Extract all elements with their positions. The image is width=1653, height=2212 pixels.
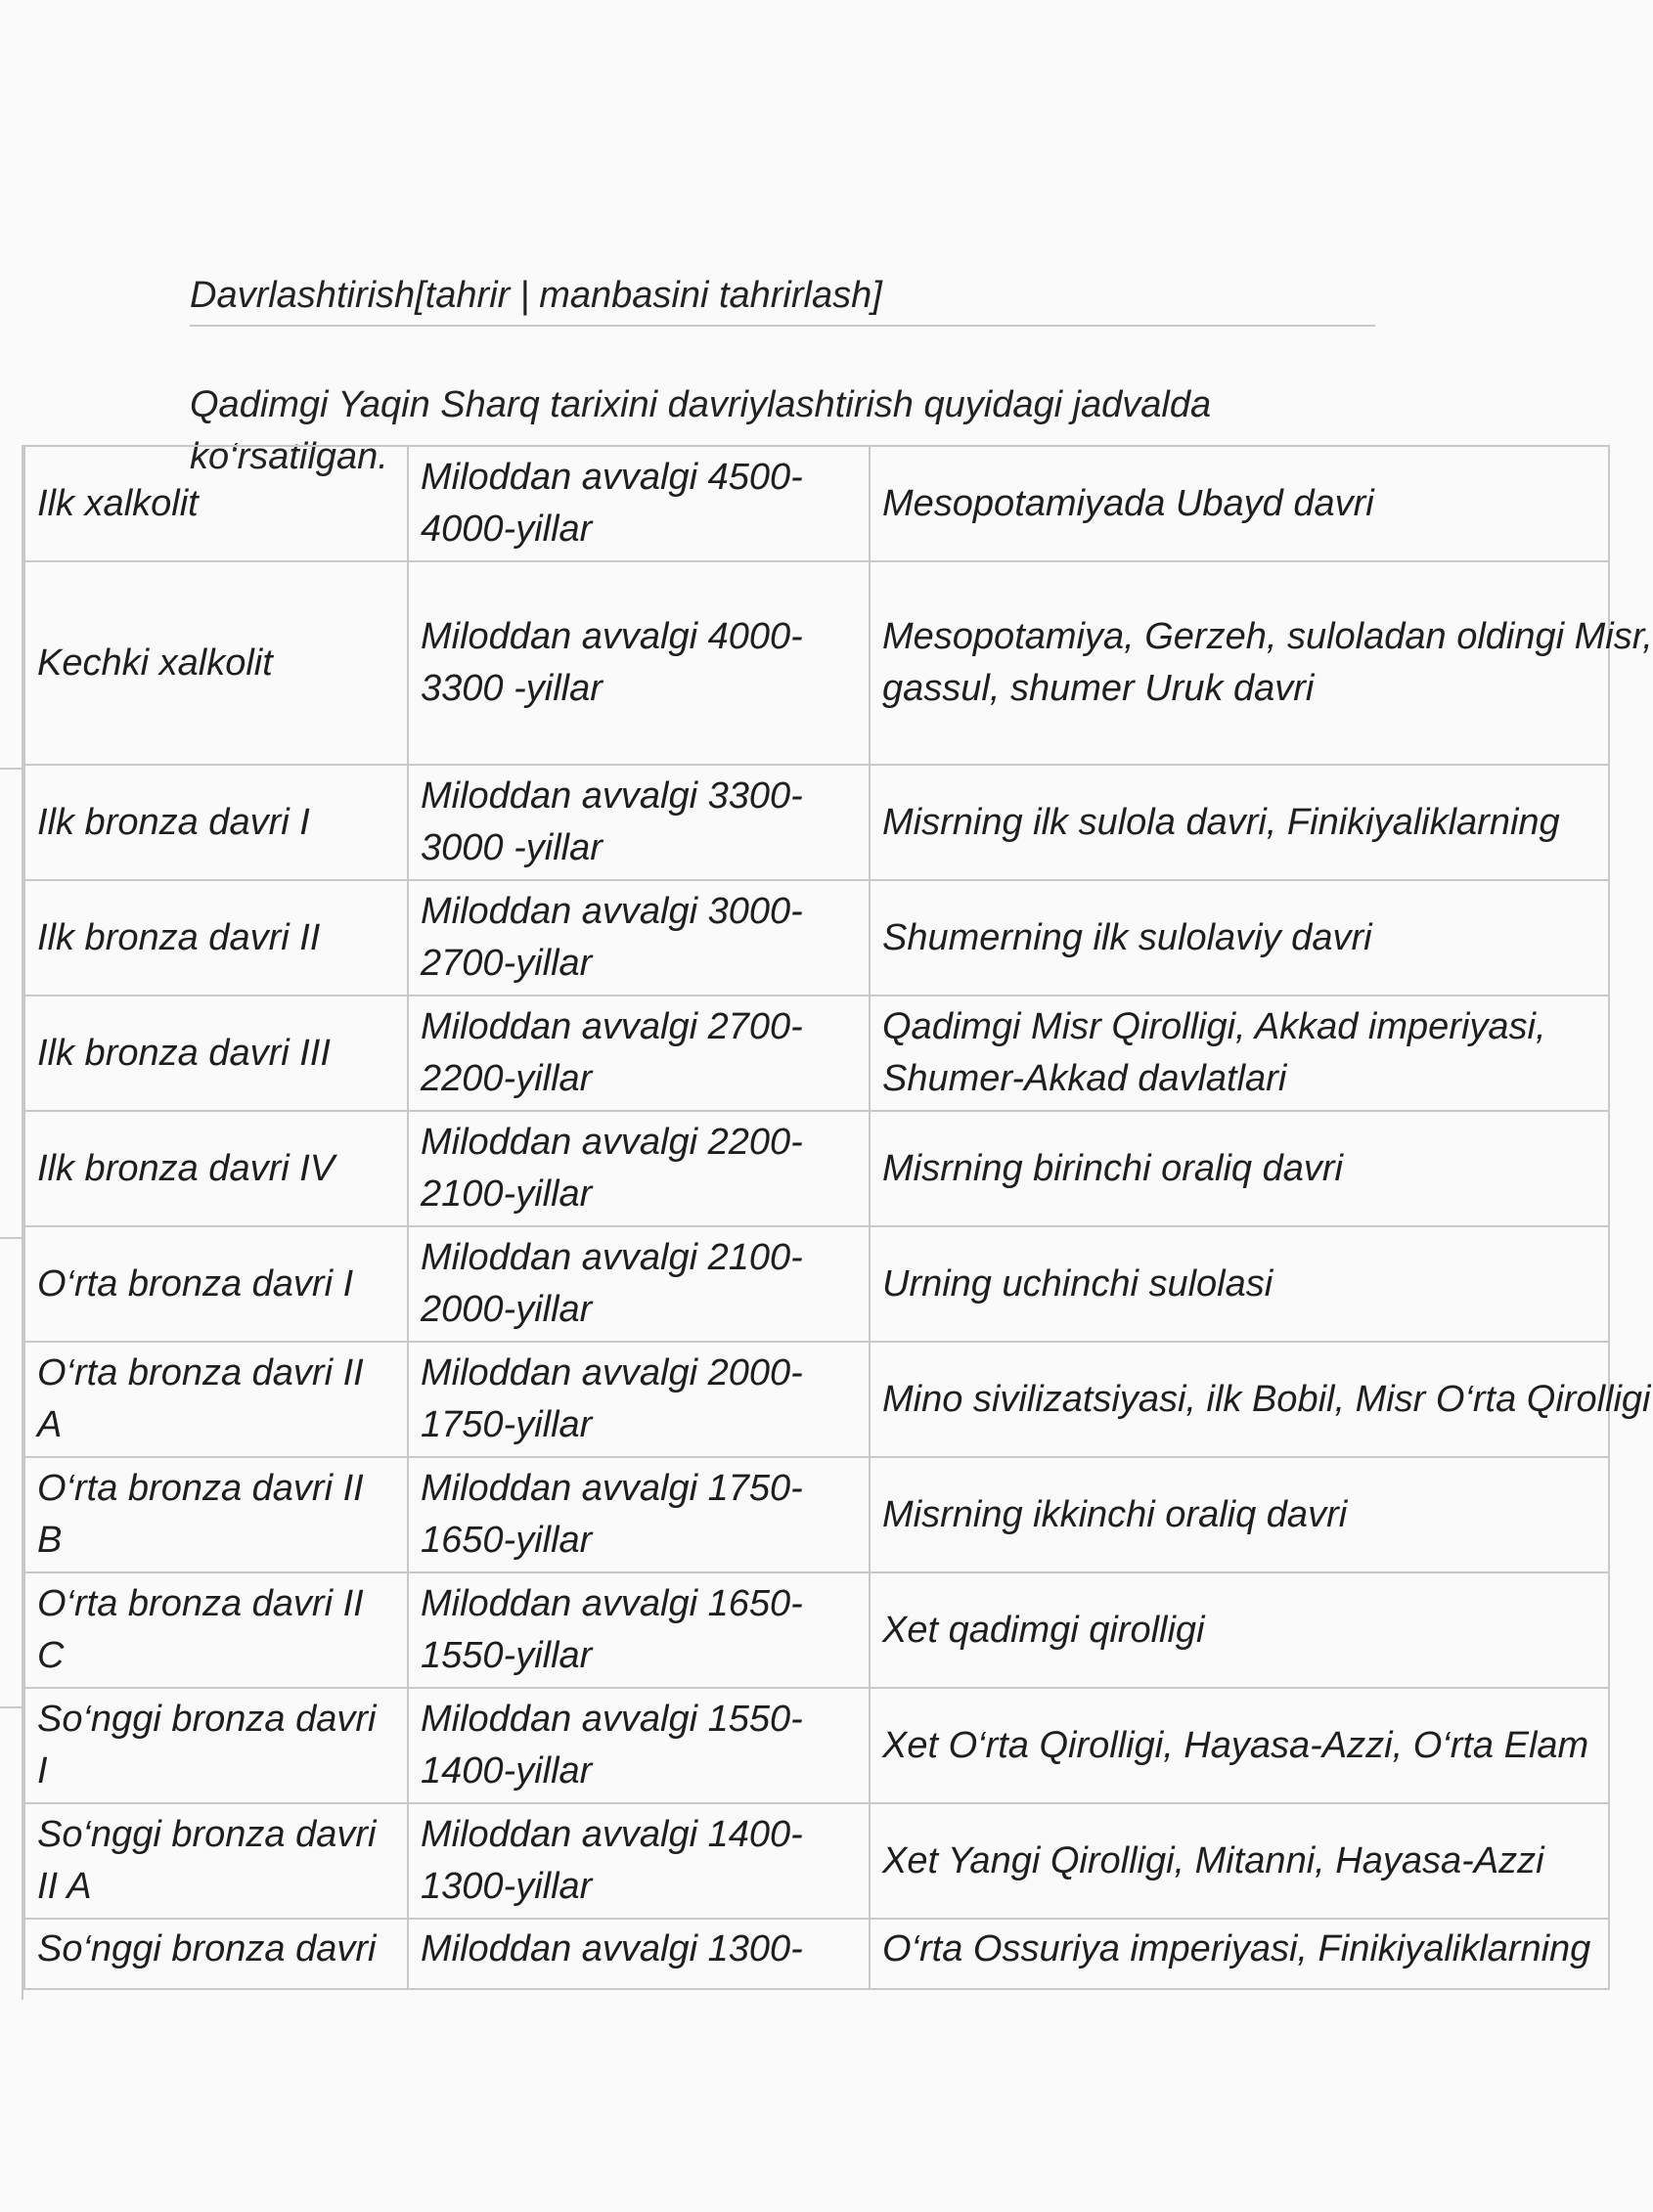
events-cell: Misrning ikkinchi oraliq davri	[870, 1457, 1609, 1572]
table-row	[24, 1111, 1609, 1226]
heading-separator: |	[519, 275, 530, 316]
events-cell: Xet qadimgi qirolligi	[870, 1572, 1609, 1688]
period-name-cell: Ilk bronza davri IV	[24, 1111, 408, 1226]
period-name-cell: O‘rta bronza davri II C	[24, 1572, 408, 1688]
period-name-cell: So‘nggi bronza davri II A	[24, 1803, 408, 1919]
intro-paragraph: Qadimgi Yaqin Sharq tarixini davriylashtirish quyidagi jadvalda ko‘rsatilgan.	[190, 384, 1212, 477]
date-range-cell: Miloddan avvalgi 1650-1550-yillar	[408, 1572, 870, 1688]
section-title: Davrlashtirish	[190, 275, 416, 316]
date-range-cell: Miloddan avvalgi 2100-2000-yillar	[408, 1226, 870, 1342]
events-line: gassul, shumer Uruk davri	[882, 668, 1315, 709]
section-heading	[190, 266, 1375, 327]
events-line: Mesopotamiya, Gerzeh, suloladan oldingi Misr,	[882, 616, 1653, 657]
table-row	[24, 995, 1609, 1111]
period-name-cell: O‘rta bronza davri II B	[24, 1457, 408, 1572]
era-group-chalcolithic	[0, 445, 23, 768]
era-group-late-bronze	[0, 1706, 23, 2000]
events-cell	[870, 561, 1653, 765]
periodization-table	[23, 445, 1653, 1990]
table-row	[24, 1688, 1609, 1803]
table-row	[24, 880, 1609, 995]
period-name-cell: So‘nggi bronza davri	[24, 1919, 408, 1989]
events-line: Qadimgi Misr Qirolligi, Akkad imperiyasi,	[882, 1006, 1546, 1047]
period-name-cell: O‘rta bronza davri II A	[24, 1342, 408, 1457]
events-cell: Misrning birinchi oraliq davri	[870, 1111, 1609, 1226]
table-row	[24, 446, 1609, 561]
table-row	[24, 1803, 1609, 1919]
date-range-cell: Miloddan avvalgi 4500-4000-yillar	[408, 446, 870, 561]
period-name-cell: Ilk bronza davri III	[24, 995, 408, 1111]
date-range-cell: Miloddan avvalgi 2000-1750-yillar	[408, 1342, 870, 1457]
table-row	[24, 1572, 1609, 1688]
date-range-cell: Miloddan avvalgi 3000-2700-yillar	[408, 880, 870, 995]
date-range-cell: Miloddan avvalgi 1550-1400-yillar	[408, 1688, 870, 1803]
era-divider	[0, 1237, 23, 1239]
events-cell: Xet O‘rta Qirolligi, Hayasa-Azzi, O‘rta Elam	[870, 1688, 1609, 1803]
events-cell: Mesopotamiyada Ubayd davri	[870, 446, 1609, 561]
date-range-cell: Miloddan avvalgi 2700-2200-yillar	[408, 995, 870, 1111]
events-cell: Shumerning ilk sulolaviy davri	[870, 880, 1609, 995]
table-row	[24, 1457, 1609, 1572]
era-divider	[0, 1706, 23, 1708]
period-name-cell: So‘nggi bronza davri I	[24, 1688, 408, 1803]
period-name-cell: Kechki xalkolit	[24, 561, 408, 765]
events-cell: Urning uchinchi sulolasi	[870, 1226, 1609, 1342]
period-name-cell: Ilk bronza davri II	[24, 880, 408, 995]
date-range-cell: Miloddan avvalgi 2200-2100-yillar	[408, 1111, 870, 1226]
era-divider	[0, 768, 23, 770]
events-cell: Mino sivilizatsiyasi, ilk Bobil, Misr O‘rta Qirolligi	[870, 1342, 1609, 1457]
table-row	[24, 1919, 1609, 1989]
table-row	[24, 1342, 1609, 1457]
date-range-cell: Miloddan avvalgi 1750-1650-yillar	[408, 1457, 870, 1572]
date-range-cell: Miloddan avvalgi 4000-3300 -yillar	[408, 561, 870, 765]
events-cell: O‘rta Ossuriya imperiyasi, Finikiyaliklarning	[870, 1919, 1609, 1989]
period-name-cell: O‘rta bronza davri I	[24, 1226, 408, 1342]
events-cell	[870, 995, 1609, 1111]
table-row	[24, 1226, 1609, 1342]
table-row	[24, 765, 1609, 880]
edit-source-link[interactable]: manbasini tahrirlash]	[539, 275, 882, 316]
era-group-middle-bronze	[0, 1237, 23, 1706]
date-range-cell: Miloddan avvalgi 1300-	[408, 1919, 870, 1989]
era-group-early-bronze	[0, 768, 23, 1237]
period-name-cell: Ilk xalkolit	[24, 446, 408, 561]
periodization-table-container	[0, 445, 1653, 2010]
date-range-cell: Miloddan avvalgi 3300-3000 -yillar	[408, 765, 870, 880]
period-name-cell: Ilk bronza davri I	[24, 765, 408, 880]
events-line: Shumer-Akkad davlatlari	[882, 1058, 1287, 1099]
events-cell: Xet Yangi Qirolligi, Mitanni, Hayasa-Azzi	[870, 1803, 1609, 1919]
table-row	[24, 561, 1609, 765]
edit-link[interactable]: [tahrir	[415, 275, 511, 316]
events-cell: Misrning ilk sulola davri, Finikiyaliklarning	[870, 765, 1609, 880]
date-range-cell: Miloddan avvalgi 1400-1300-yillar	[408, 1803, 870, 1919]
